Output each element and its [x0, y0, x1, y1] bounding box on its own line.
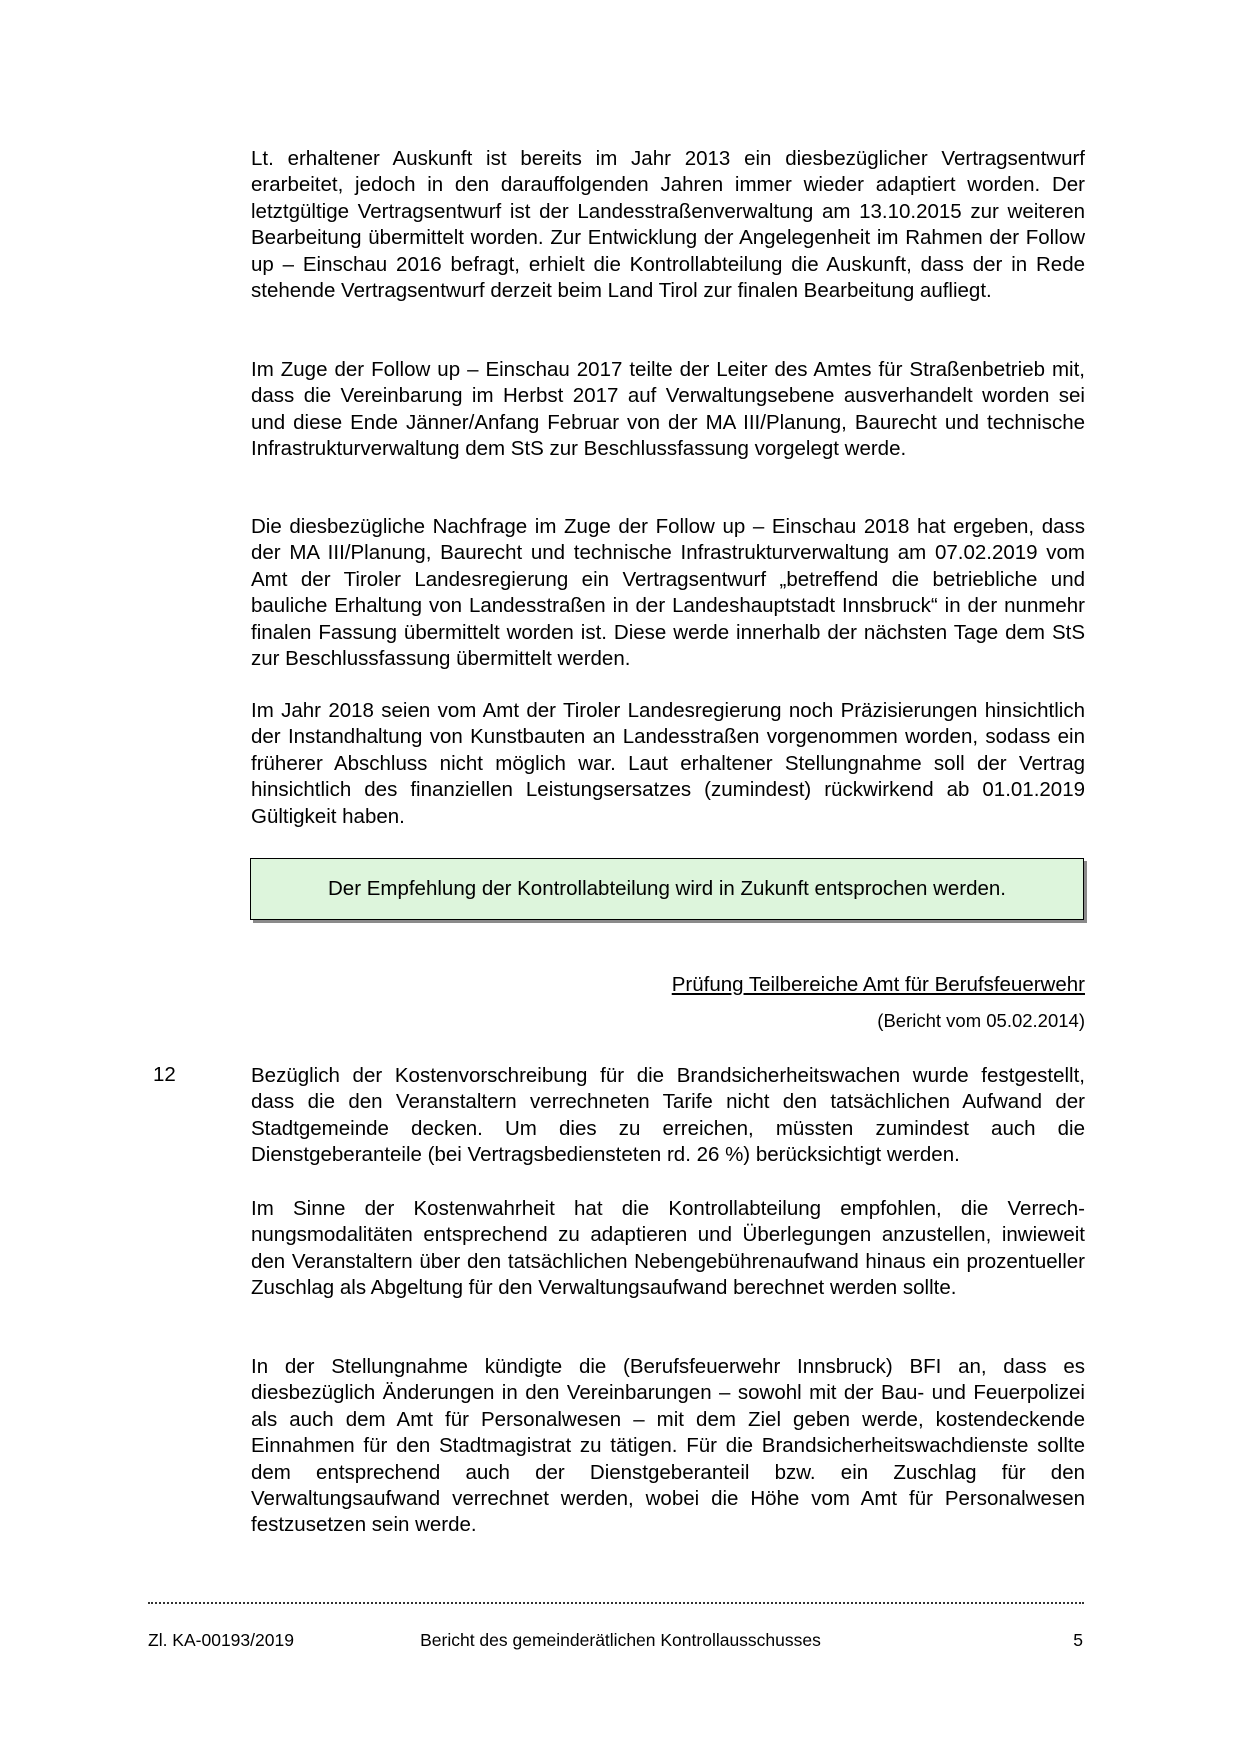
paragraph-contract-draft-history: Lt. erhaltener Auskunft ist bereits im Jahr 2013 ein diesbezüglicher Vertragsentwurf erarbeitet, jedoch in den darauffolgenden Jahren immer wieder adaptiert worden. Der letztgültige Vertragsentwurf ist der Landesstraßenverwaltung am 13.10.2015 zur weiteren Bearbeitung übermittelt worden. Zur Entwicklung der Angelegenheit im Rahmen der Follow up – Einschau 2016 befragt, erhielt die Kontrollabteilung die Auskunft, dass der in Rede stehende Vertragsentwurf derzeit beim Land Tirol zur finalen Bearbeitung aufliegt. — [251, 147, 1085, 303]
paragraph-cost-billing: Bezüglich der Kostenvorschreibung für die Brandsicherheitswachen wurde festgestellt, dass die den Veranstaltern verrechneten Tarife nicht den tatsächlichen Aufwand der Stadtgemeinde decken. Um dies zu erreichen, müssten zumindest auch die Dienstgeberanteile (bei Vertragsbediensteten rd. 26 %) berücksichtigt werden. — [251, 1064, 1085, 1167]
footer-reference: Zl. KA-00193/2019 — [148, 1630, 294, 1650]
section-title: Prüfung Teilbereiche Amt für Berufsfeuerwehr — [671, 973, 1085, 996]
statement-box — [250, 858, 1084, 920]
footer-dotted-divider — [148, 1590, 1084, 1604]
footer-title: Bericht des gemeinderätlichen Kontrollausschusses — [420, 1630, 821, 1650]
paragraph-cost-truth: Im Sinne der Kostenwahrheit hat die Kontrollabteilung empfohlen, die Verrechnungsmodalitäten entsprechend zu adaptieren und Überlegungen anzustellen, inwieweit den Veranstaltern über den tatsächlichen Nebengebührenaufwand hinaus ein prozentueller Zuschlag als Abgeltung für den Verwaltungsaufwand berechnet werden sollte. — [251, 1197, 1085, 1300]
paragraph-follow-up-2018: Die diesbezügliche Nachfrage im Zuge der Follow up – Einschau 2018 hat ergeben, dass der MA III/Planung, Baurecht und technische Infrastrukturverwaltung am 07.02.2019 vom Amt der Tiroler Landesregierung ein Vertragsentwurf „betreffend die betriebliche und bauliche Erhaltung von Landesstraßen in der Landeshauptstadt Innsbruck“ in der nunmehr finalen Fassung übermittelt worden ist. Diese werde innerhalb der nächsten Tage dem StS zur Beschlussfassung übermittelt werden. — [251, 515, 1085, 671]
item-number: 12 — [153, 1063, 176, 1086]
paragraph-follow-up-2017: Im Zuge der Follow up – Einschau 2017 teilte der Leiter des Amtes für Straßenbetrieb mit, dass die Vereinbarung im Herbst 2017 auf Verwaltungsebene ausverhandelt worden sei und diese Ende Jänner/Anfang Februar von der MA III/Planung, Baurecht und technische Infrastrukturverwaltung dem StS zur Beschlussfassung vorgelegt werde. — [251, 358, 1085, 461]
page-number: 5 — [1073, 1630, 1083, 1650]
report-date: (Bericht vom 05.02.2014) — [877, 1010, 1085, 1031]
paragraph-bfi-statement: In der Stellungnahme kündigte die (Berufsfeuerwehr Innsbruck) BFI an, dass es diesbezüglich Änderungen in den Vereinbarungen – sowohl mit der Bau- und Feuerpolizei als auch dem Amt für Personalwesen – mit dem Ziel geben werde, kostendeckende Einnahmen für den Stadtmagistrat zu tätigen. Für die Brandsicherheitswachdienste sollte dem entsprechend auch der Dienstgeberanteil bzw. ein Zuschlag für den Verwaltungsaufwand verrechnet werden, wobei die Höhe vom Amt für Personalwesen festzusetzen sein werde. — [251, 1355, 1085, 1537]
paragraph-precisions-2018: Im Jahr 2018 seien vom Amt der Tiroler Landesregierung noch Präzisierungen hinsichtlich der Instandhaltung von Kunstbauten an Landesstraßen vorgenommen worden, sodass ein früherer Abschluss nicht möglich war. Laut erhaltener Stellungnahme soll der Vertrag hinsichtlich des finanziellen Leistungsersatzes (zumindest) rückwirkend ab 01.01.2019 Gültigkeit haben. — [251, 699, 1085, 828]
statement-text: Der Empfehlung der Kontrollabteilung wird in Zukunft entsprochen werden. — [327, 877, 1007, 900]
